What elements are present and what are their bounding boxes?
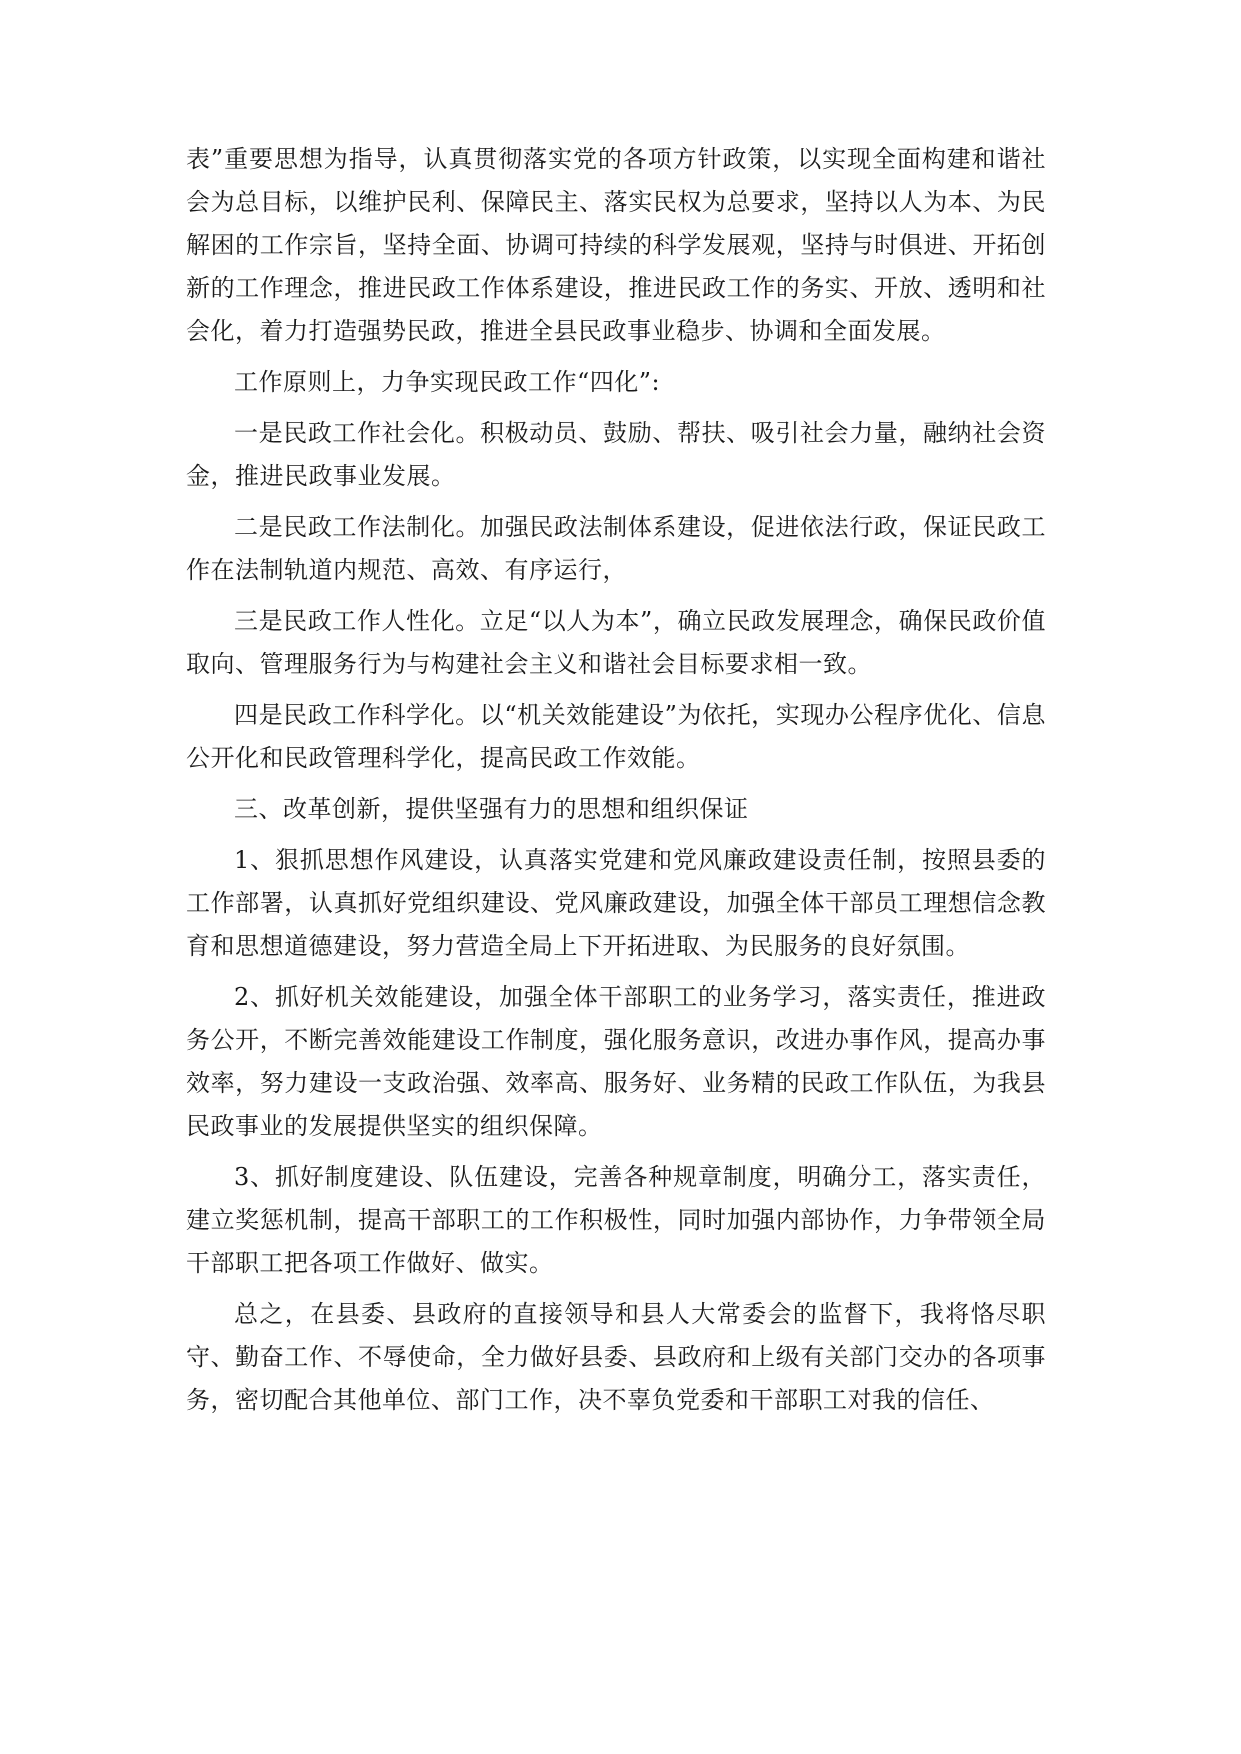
paragraph-item-2: 2、抓好机关效能建设，加强全体干部职工的业务学习，落实责任，推进政务公开，不断完善效能建设工作制度，强化服务意识，改进办事作风，提高办事效率，努力建设一支政治强、效率高、服务好、业务精的民政工作队伍，为我县民政事业的发展提供坚实的组织保障。 <box>186 983 1046 1140</box>
paragraph-principles: 工作原则上，力争实现民政工作“四化”: <box>234 368 661 396</box>
paragraph-legalization: 二是民政工作法制化。加强民政法制体系建设，促进依法行政，保证民政工作在法制轨道内规范、高效、有序运行， <box>186 513 1046 584</box>
paragraph-socialization: 一是民政工作社会化。积极动员、鼓励、帮扶、吸引社会力量，融纳社会资金，推进民政事业发展。 <box>186 419 1046 490</box>
paragraph-conclusion: 总之，在县委、县政府的直接领导和县人大常委会的监督下，我将恪尽职守、勤奋工作、不辱使命，全力做好县委、县政府和上级有关部门交办的各项事务，密切配合其他单位、部门工作，决不辜负党委和干部职工对我的信任、 <box>186 1300 1046 1414</box>
paragraph-scientification: 四是民政工作科学化。以“机关效能建设”为依托，实现办公程序优化、信息公开化和民政管理科学化，提高民政工作效能。 <box>186 701 1046 772</box>
paragraph-item-3: 3、抓好制度建设、队伍建设，完善各种规章制度，明确分工，落实责任，建立奖惩机制，提高干部职工的工作积极性，同时加强内部协作，力争带领全局干部职工把各项工作做好、做实。 <box>186 1163 1046 1277</box>
section-heading-reform: 三、改革创新，提供坚强有力的思想和组织保证 <box>234 795 749 823</box>
paragraph-item-1: 1、狠抓思想作风建设，认真落实党建和党风廉政建设责任制，按照县委的工作部署，认真抓好党组织建设、党风廉政建设，加强全体干部员工理想信念教育和思想道德建设，努力营造全局上下开拓进取、为民服务的良好氛围。 <box>186 846 1046 960</box>
document-body <box>186 138 1046 1430</box>
paragraph-intro: 表”重要思想为指导，认真贯彻落实党的各项方针政策，以实现全面构建和谐社会为总目标，以维护民利、保障民主、落实民权为总要求，坚持以人为本、为民解困的工作宗旨，坚持全面、协调可持续的科学发展观，坚持与时俱进、开拓创新的工作理念，推进民政工作体系建设，推进民政工作的务实、开放、透明和社会化，着力打造强势民政，推进全县民政事业稳步、协调和全面发展。 <box>186 145 1046 345</box>
paragraph-humanization: 三是民政工作人性化。立足“以人为本”，确立民政发展理念，确保民政价值取向、管理服务行为与构建社会主义和谐社会目标要求相一致。 <box>186 607 1046 678</box>
